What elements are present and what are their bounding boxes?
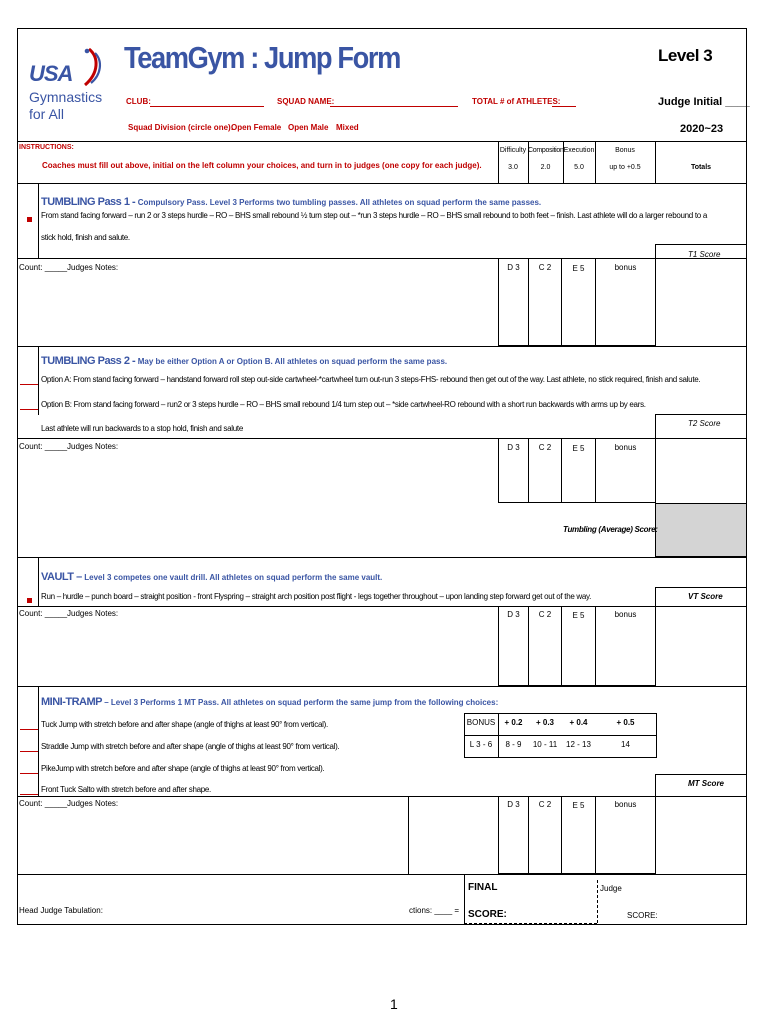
season-label: 2020~23 [680,123,724,135]
t2-title: TUMBLING Pass 2 - [41,355,138,367]
mt-score-label: MT Score [688,779,725,788]
mt-heading [41,692,498,710]
mt-range-2: 8 - 9 [505,740,522,749]
difficulty-value: 3.0 [508,164,518,171]
t1-count[interactable]: Count: _____ [19,263,68,272]
mt-bonus-table-mid [464,735,657,736]
vault-bullet[interactable] [27,598,32,603]
final-score-label: SCORE: [468,909,507,920]
vault-score-label: VT Score [688,592,723,601]
squad-name-field[interactable] [330,106,458,107]
mt-bonus-05: + 0.5 [616,718,635,727]
vault-description: Run – hurdle – punch board – straight position - front Flyspring – straight arch position post flight - legs together throughout – upon landing step forward get out of the way. [41,592,592,601]
tumbling-average-score-box[interactable] [655,503,747,557]
final-score-dashes [464,923,597,924]
mt-score-left [655,774,656,796]
usa-gymnastics-logo [27,45,107,135]
vault-top-line [17,557,747,558]
mt-salto-blank[interactable] [20,794,38,795]
club-field[interactable] [150,106,264,107]
composition-label: Composition [528,147,564,154]
level-label: Level 3 [658,46,713,65]
totals-label: Totals [690,164,712,171]
vault-c-label: C 2 [538,610,552,619]
t2-option-b: Option B: From stand facing forward – run2 or 3 steps hurdle – RO – BHS small rebound 1/4 turn step out – *side cartwheel-RO rebound with a short run backwards with arms up by ears. [41,400,646,409]
t1-subtitle: Compulsory Pass. Level 3 Performs two tumbling passes. All athletes on squad perform the same passes. [137,198,542,207]
t1-e-label: E 5 [572,264,585,273]
logo-for-all: for All [29,106,65,122]
t1-left-line [38,183,39,258]
athletes-field[interactable] [552,106,576,107]
tumbling-average-label: Tumbling (Average) Score: [563,525,658,534]
mt-c-label: C 2 [538,800,552,809]
t2-bonus-label: bonus [614,443,637,452]
vault-judges-notes: Judges Notes: [67,609,119,618]
mt-d-label: D 3 [507,800,520,809]
final-label: FINAL [468,882,498,893]
division-open-male[interactable]: Open Male [288,123,329,132]
vault-subtitle: Level 3 competes one vault drill. All athletes on squad perform the same vault. [84,573,383,582]
head-judge-tabulation: Head Judge Tabulation: [19,906,103,915]
t1-score-label: T1 Score [688,250,721,259]
page-number: 1 [390,996,398,1012]
t2-heading [41,351,447,369]
t2-count[interactable]: Count: _____ [19,442,68,451]
footer-divider-2 [464,874,465,925]
t2-last-athlete: Last athlete will run backwards to a stop hold, finish and salute [41,424,243,433]
deductions-label[interactable]: ctions: ____ = [409,906,460,915]
division-mixed[interactable]: Mixed [336,123,359,132]
t1-score-top [655,244,747,245]
mt-e-label: E 5 [572,801,585,810]
instructions-label: INSTRUCTIONS: [19,144,74,151]
mt-jump-tuck: Tuck Jump with stretch before and after shape (angle of thighs at least 90° from vertical). [41,720,328,729]
execution-label: Execution [563,147,595,154]
vault-heading [41,567,382,585]
t2-option-a: Option A: From stand facing forward – handstand forward roll step out-side cartwheel-*cartwheel turn out-run 3 steps-FHS- rebound then get out of the way. Last athlete, no stick required, finish and salute. [41,375,701,384]
division-open-female[interactable]: Open Female [231,123,282,132]
t1-d-label: D 3 [507,263,520,272]
footer-divider-1 [408,796,409,874]
mt-count[interactable]: Count: _____ [19,799,68,808]
footer-top-line [17,874,747,875]
t1-line1: From stand facing forward – run 2 or 3 steps hurdle – RO – BHS small rebound ½ turn step out – *run 3 steps hurdle – RO – BHS small rebound to both feet – finish. Last athlete will do a larger rebound to a [41,211,708,220]
judge-label: Judge [600,884,622,893]
t2-judges-notes: Judges Notes: [67,442,119,451]
mt-judges-notes: Judges Notes: [67,799,119,808]
t2-top-line [17,346,747,347]
t2-score-label: T2 Score [688,419,721,428]
t1-bonus-label: bonus [614,263,637,272]
vault-title: VAULT – [41,571,85,583]
mt-range-5: 14 [621,740,630,749]
composition-value: 2.0 [540,164,551,171]
t1-c-label: C 2 [538,263,552,272]
t1-title: TUMBLING Pass 1 - [41,196,138,208]
t2-score-left [655,414,656,438]
t2-left-line [38,346,39,415]
mt-left-line [38,686,39,796]
club-label: CLUB: [126,97,151,106]
t2-option-a-blank[interactable] [20,384,38,385]
t1-bullet[interactable] [27,217,32,222]
mt-jump-pike: PikeJump with stretch before and after shape (angle of thighs at least 90° from vertical). [41,764,325,773]
vault-score-top [655,587,747,588]
mt-bonus-header: BONUS [466,718,496,727]
mt-tuck-blank[interactable] [20,729,38,730]
difficulty-label: Difficulty [499,147,527,154]
athletes-label: TOTAL # of ATHLETES: [472,97,561,106]
mt-range-3: 10 - 11 [532,740,558,749]
mt-straddle-blank[interactable] [20,751,38,752]
mt-title: MINI-TRAMP [41,696,102,708]
execution-value: 5.0 [574,164,584,171]
vault-score-left [655,587,656,606]
t2-c-label: C 2 [538,443,552,452]
t1-top-line [17,183,747,184]
division-label: Squad Division (circle one): [128,123,234,132]
t2-score-top [655,414,747,415]
legend-divider-5 [655,141,656,183]
judge-score-label: SCORE: [627,911,658,920]
vault-bonus-label: bonus [614,610,637,619]
mt-bonus-03: + 0.3 [535,718,554,727]
vault-count[interactable]: Count: _____ [19,609,68,618]
mt-bonus-02: + 0.2 [504,718,523,727]
header-divider [17,141,747,142]
t2-option-b-blank[interactable] [20,409,38,410]
mt-subtitle: – Level 3 Performs 1 MT Pass. All athletes on squad perform the same jump from the following choices: [102,698,499,707]
bonus-label: Bonus [615,147,635,154]
squad-name-label: SQUAD NAME: [277,97,335,106]
mt-pike-blank[interactable] [20,773,38,774]
mt-range-1: L 3 - 6 [469,740,493,749]
page-title: TeamGym : Jump Form [124,40,400,75]
logo-swoosh-icon [77,47,105,87]
t1-line2: stick hold, finish and salute. [41,233,130,242]
judge-initial[interactable]: Judge Initial ____ [658,96,750,108]
mt-top-line [17,686,747,687]
t1-score-left [655,244,656,258]
vault-d-label: D 3 [507,610,520,619]
final-score-right-dashes [597,880,598,923]
mt-jump-salto: Front Tuck Salto with stretch before and after shape. [41,785,211,794]
t1-heading [41,192,541,210]
logo-usa: USA [29,61,73,86]
mt-bonus-04: + 0.4 [569,718,588,727]
t2-subtitle: May be either Option A or Option B. All athletes on squad perform the same pass. [137,357,448,366]
instructions-text: Coaches must fill out above, initial on the left column your choices, and turn in to judges (one copy for each judge). [42,161,482,170]
mt-range-4: 12 - 13 [566,740,591,749]
t2-e-label: E 5 [572,444,585,453]
mt-bonus-label: bonus [614,800,637,809]
logo-gymnastics: Gymnastics [29,89,103,105]
mt-jump-straddle: Straddle Jump with stretch before and after shape (angle of thighs at least 90° from vertical). [41,742,340,751]
t2-d-label: D 3 [507,443,520,452]
bonus-value: up to +0.5 [609,164,641,171]
vault-left-line [38,557,39,606]
t1-judges-notes: Judges Notes: [67,263,119,272]
mt-score-top [655,774,747,775]
vault-e-label: E 5 [572,611,585,620]
